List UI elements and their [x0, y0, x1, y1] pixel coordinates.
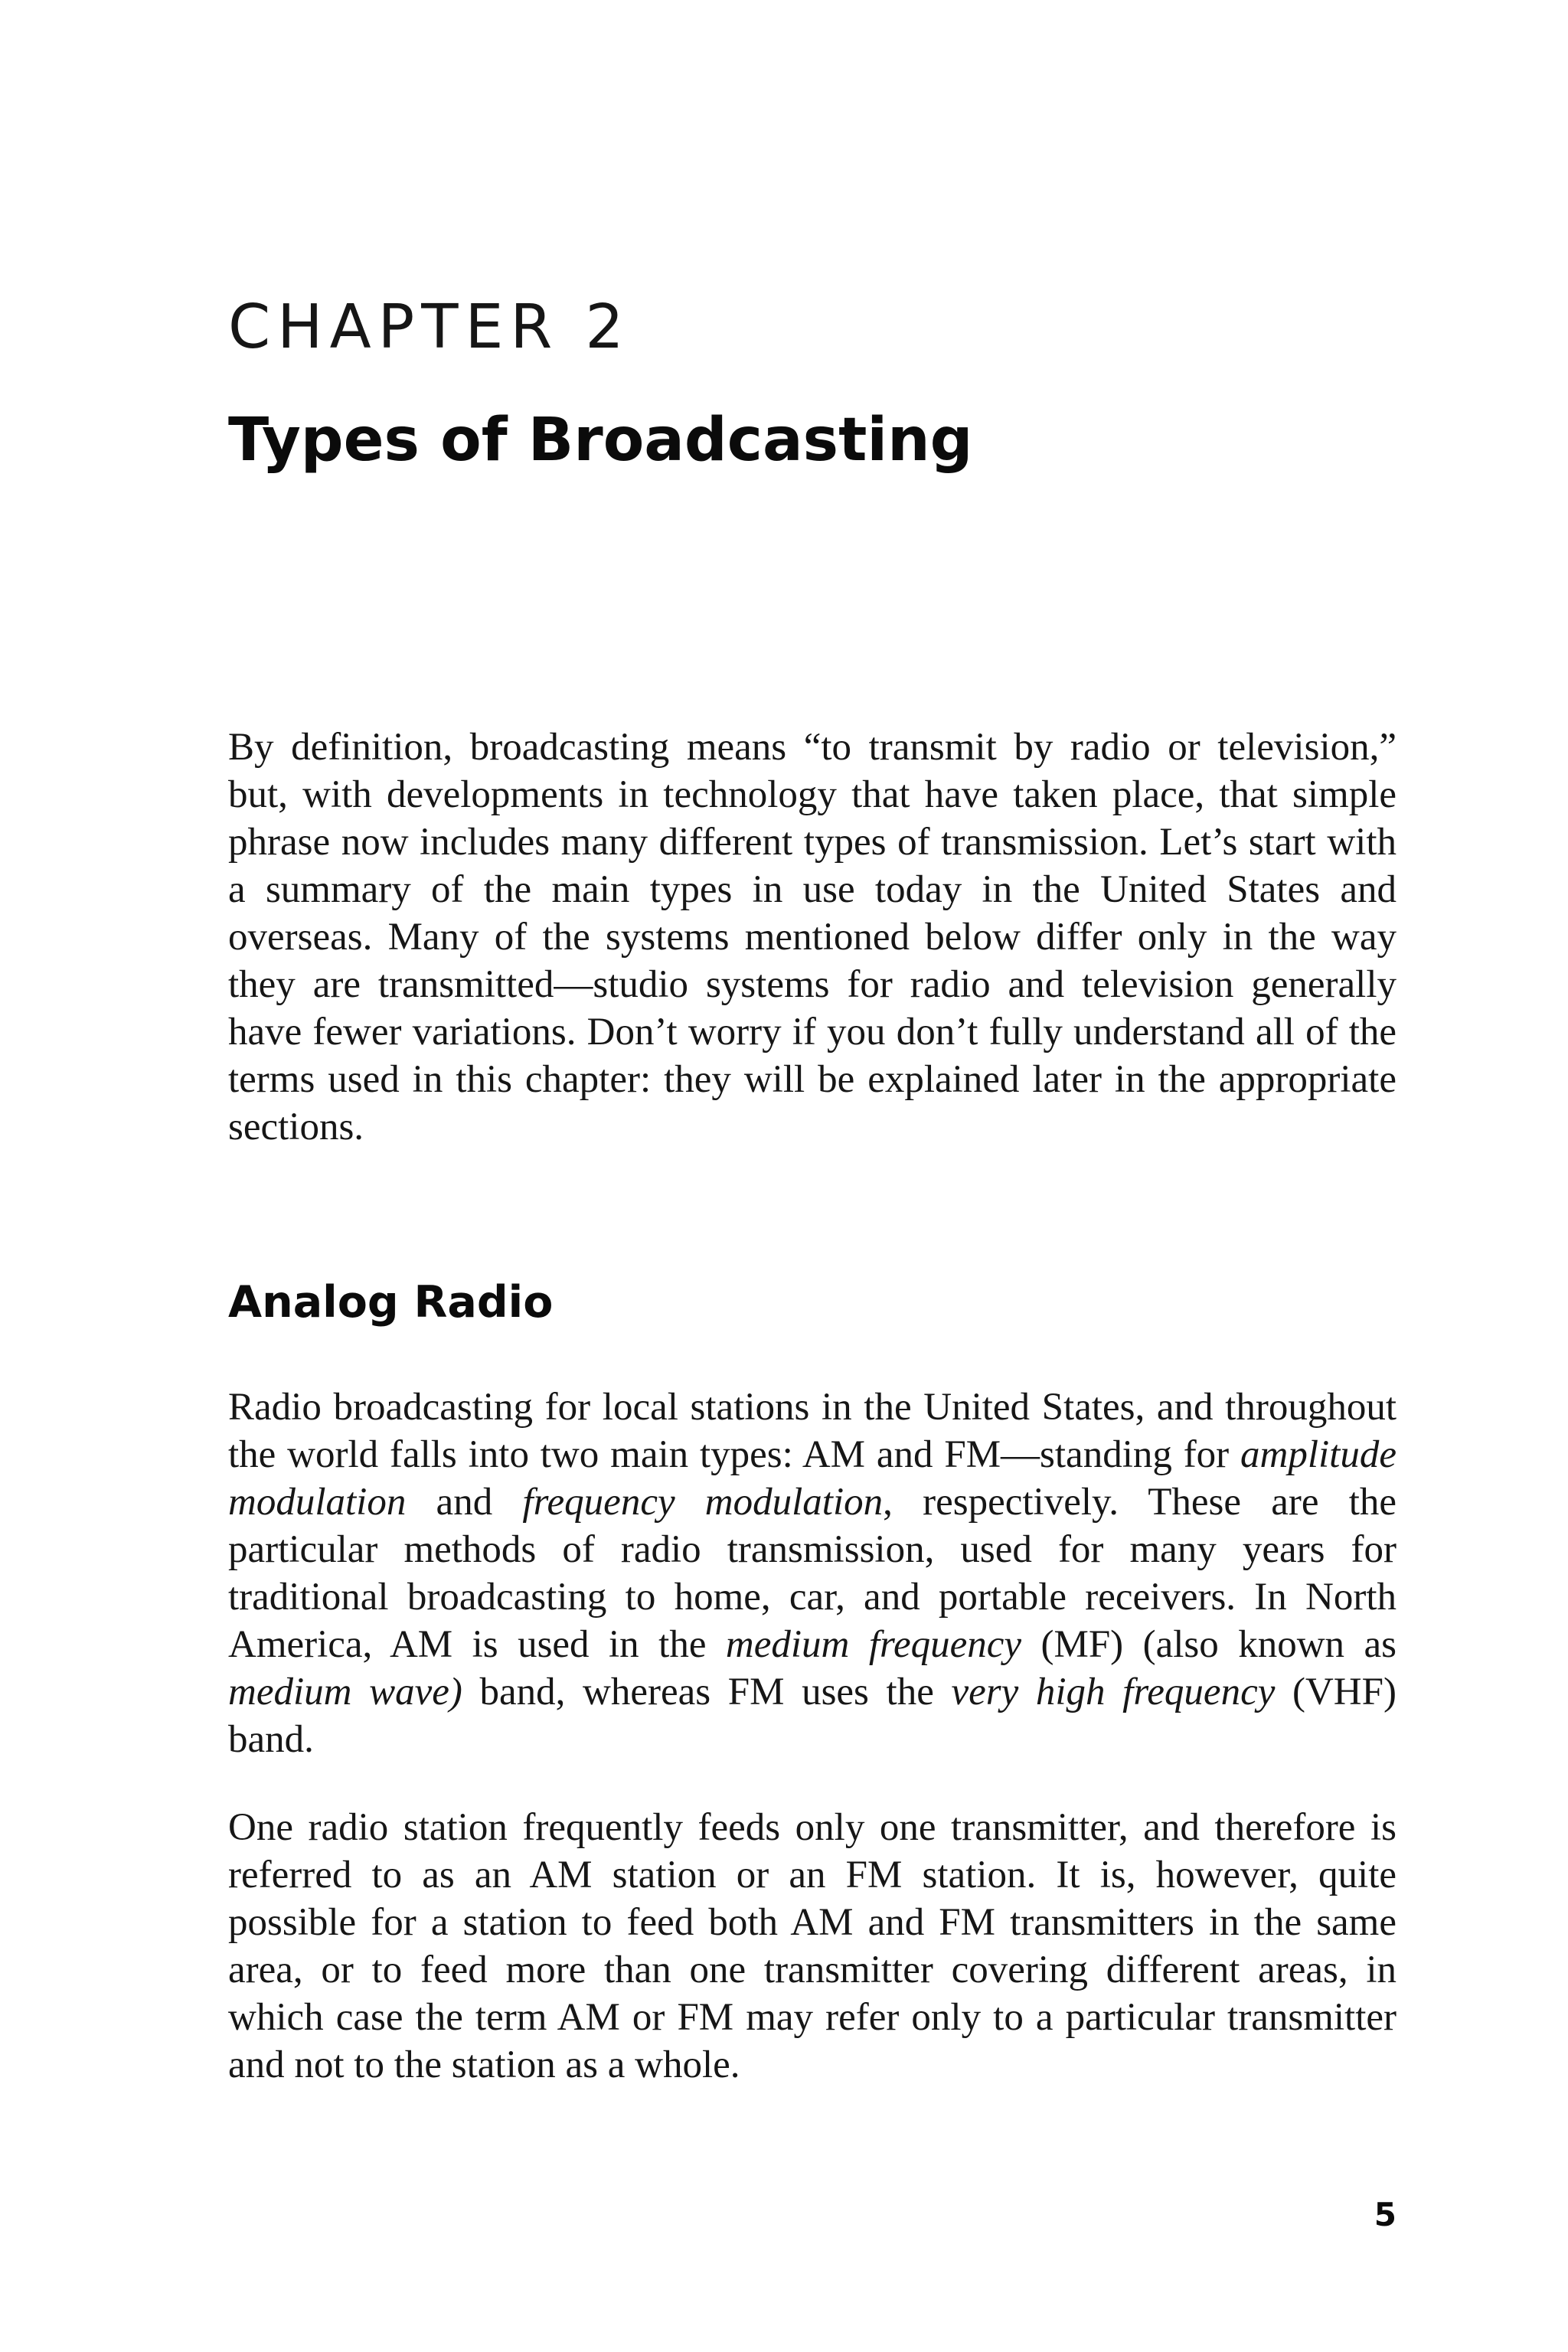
italic-term-very-high-frequency: very high frequency: [951, 1671, 1276, 1713]
chapter-label: CHAPTER 2: [228, 292, 631, 362]
page-number: 5: [1374, 2196, 1396, 2233]
text-run: (VHF) band.: [228, 1671, 1396, 1761]
text-run: and: [406, 1481, 523, 1524]
intro-paragraph: By definition, broadcasting means “to transmit by radio or television,” but, with developments in technology that have taken place, that simple phrase now includes many different types of transmission. Let’s start with a summary of the main types in use today in the United States and overseas. Many of the systems mentioned below differ only in the way they are transmitted—studio systems for radio and television generally have fewer variations. Don’t worry if you don’t fully understand all of the terms used in this chapter: they will be explained later in the appropriate sections.: [228, 726, 1396, 1148]
chapter-title: Types of Broadcasting: [228, 406, 973, 475]
analog-radio-paragraph-2: One radio station frequently feeds only one transmitter, and therefore is referred to as an AM station or an FM station. It is, however, quite possible for a station to feed both AM and FM transmitters in the same area, or to feed more than one transmitter covering different areas, in which case the term AM or FM may refer only to a particular transmitter and not to the station as a whole.: [228, 1806, 1396, 2086]
italic-term-medium-wave: medium wave): [228, 1671, 462, 1713]
italic-term-medium-frequency: medium frequency: [725, 1623, 1022, 1666]
text-run: , respectively. These are the particular methods of radio transmission, used for many years for traditional broadcasting to home, car, and portable receivers. In North America, AM is used in the: [228, 1481, 1397, 1666]
section-heading-analog-radio: Analog Radio: [228, 1277, 554, 1328]
italic-term-amplitude-modulation: amplitude modulation: [228, 1433, 1396, 1524]
text-run: (MF) (also known as: [1021, 1623, 1397, 1666]
text-run: band, whereas FM uses the: [462, 1671, 952, 1713]
italic-term-frequency-modulation: frequency modulation: [522, 1481, 884, 1524]
analog-radio-paragraph-1: [228, 1383, 1396, 1763]
text-run: Radio broadcasting for local stations in the United States, and throughout the world falls into two main types: AM and FM—standing for: [228, 1386, 1396, 1476]
